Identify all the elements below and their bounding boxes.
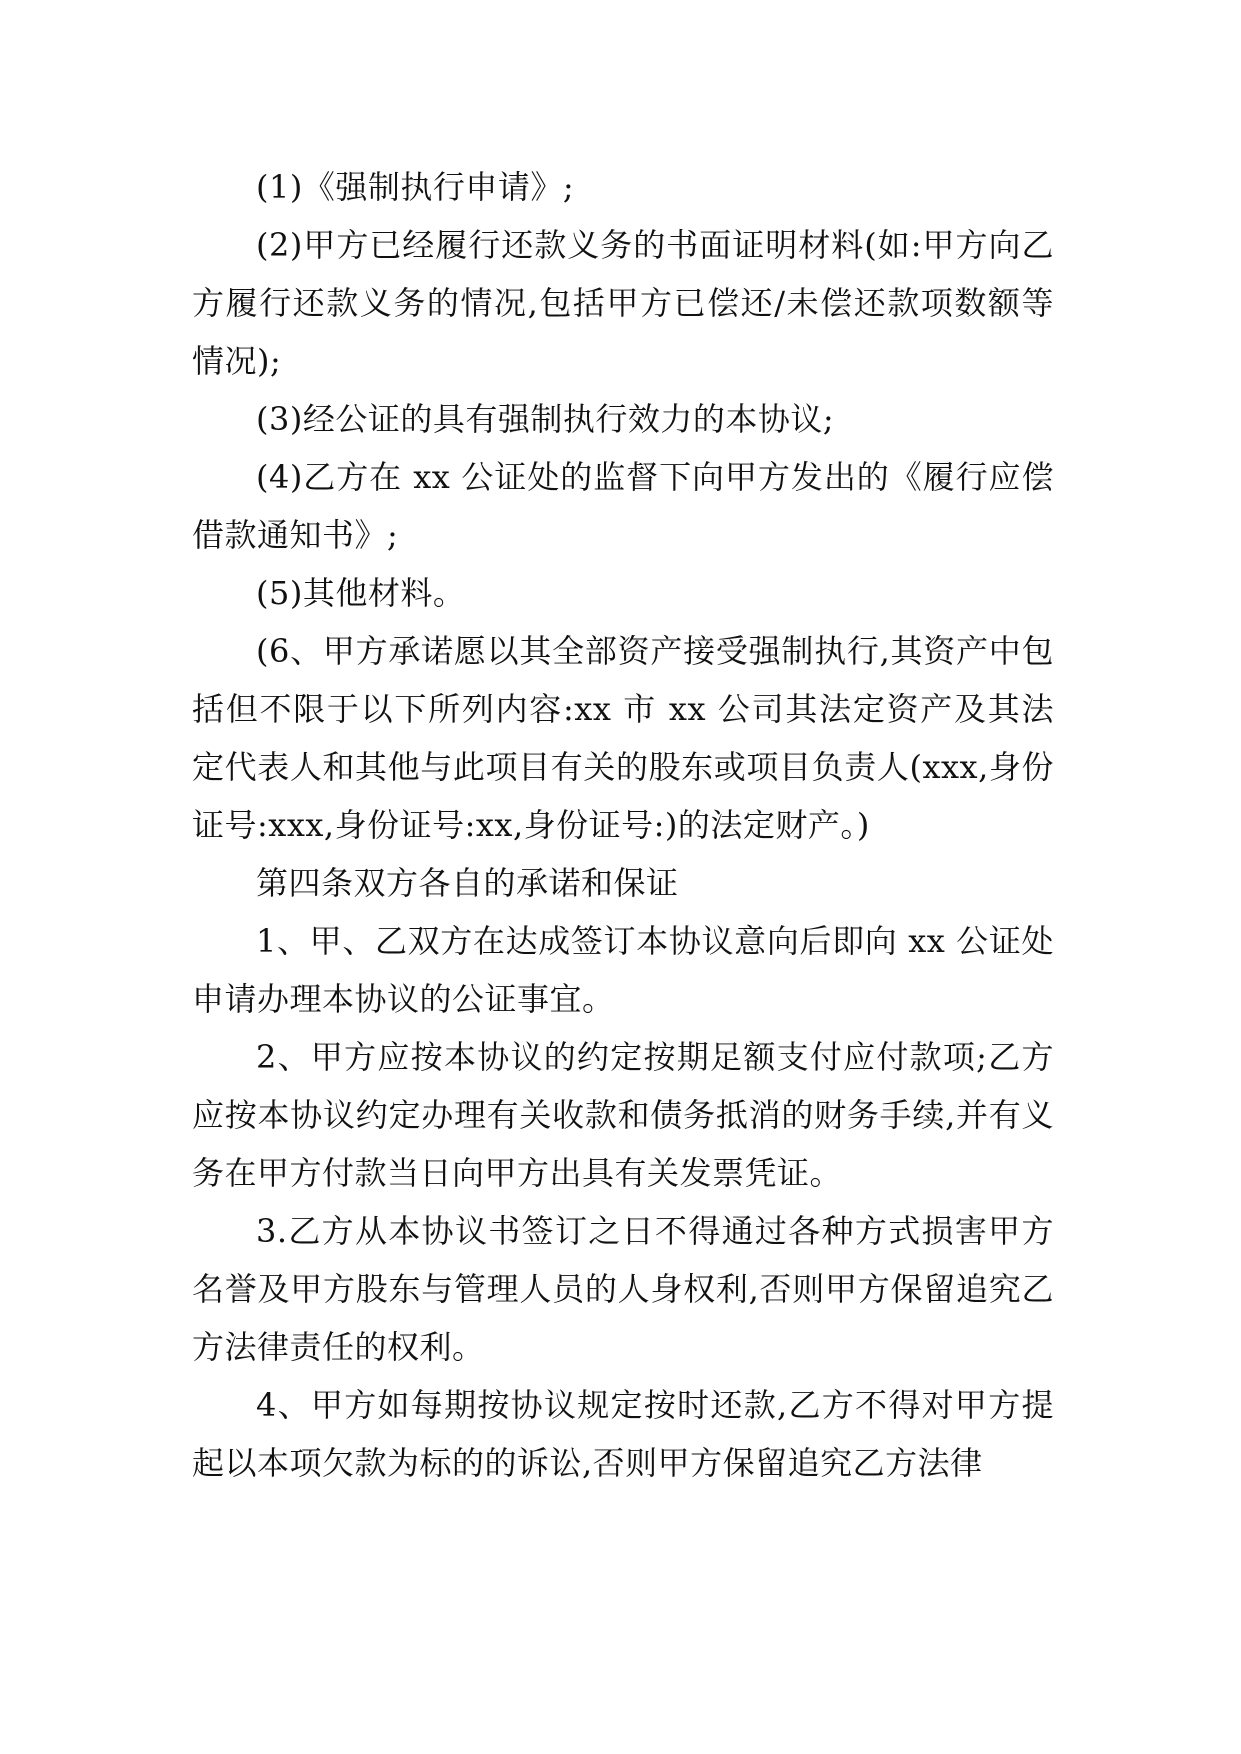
- document-body: [192, 158, 1054, 1492]
- paragraph-item-4: (4)乙方在 xx 公证处的监督下向甲方发出的《履行应偿借款通知书》;: [192, 458, 1054, 554]
- paragraph-article4-2: 2、甲方应按本协议的约定按期足额支付应付款项;乙方应按本协议约定办理有关收款和债务抵消的财务手续,并有义务在甲方付款当日向甲方出具有关发票凭证。: [192, 1038, 1054, 1192]
- paragraph-article4-3: 3.乙方从本协议书签订之日不得通过各种方式损害甲方名誉及甲方股东与管理人员的人身权利,否则甲方保留追究乙方法律责任的权利。: [192, 1212, 1054, 1366]
- paragraph-item-1: (1)《强制执行申请》;: [256, 168, 575, 206]
- section-heading-article-4: 第四条双方各自的承诺和保证: [256, 864, 679, 902]
- paragraph-article4-1: 1、甲、乙双方在达成签订本协议意向后即向 xx 公证处申请办理本协议的公证事宜。: [192, 922, 1054, 1018]
- paragraph-article4-4: 4、甲方如每期按协议规定按时还款,乙方不得对甲方提起以本项欠款为标的的诉讼,否则甲方保留追究乙方法律: [192, 1386, 1054, 1482]
- paragraph-clause-6: (6、甲方承诺愿以其全部资产接受强制执行,其资产中包括但不限于以下所列内容:xx 市 xx 公司其法定资产及其法定代表人和其他与此项目有关的股东或项目负责人(xxx,身份证号:xxx,身份证号:xx,身份证号:)的法定财产。): [192, 632, 1054, 844]
- paragraph-item-5: (5)其他材料。: [256, 574, 466, 612]
- paragraph-item-2: (2)甲方已经履行还款义务的书面证明材料(如:甲方向乙方履行还款义务的情况,包括甲方已偿还/未偿还款项数额等情况);: [192, 226, 1054, 380]
- paragraph-item-3: (3)经公证的具有强制执行效力的本协议;: [256, 400, 835, 438]
